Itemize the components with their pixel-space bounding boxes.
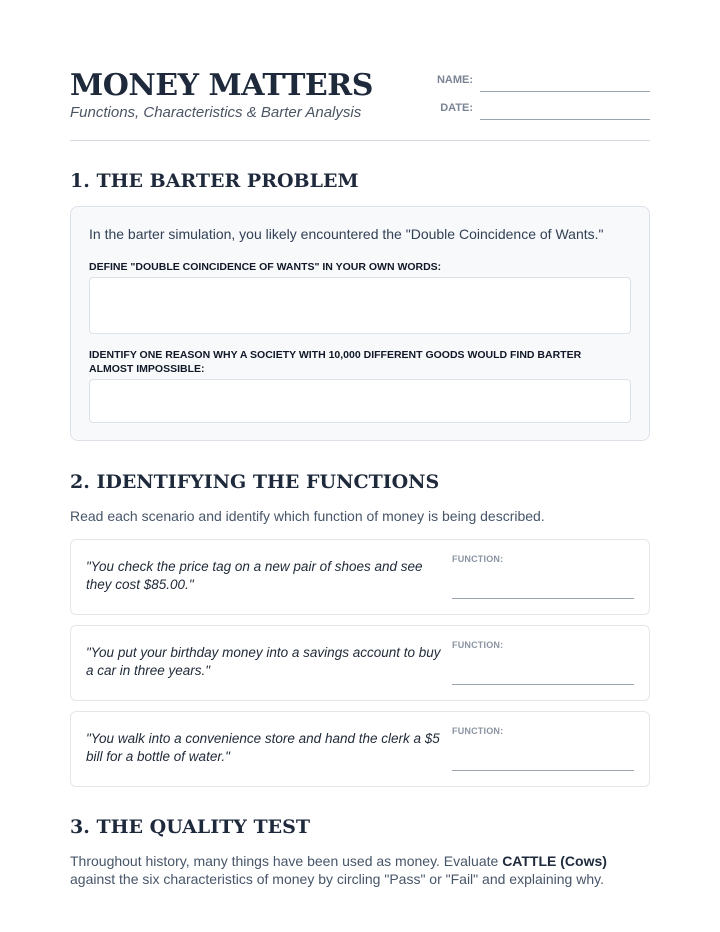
- scenario-card: [70, 625, 650, 701]
- function-answer-line[interactable]: [452, 754, 634, 771]
- function-label: FUNCTION:: [452, 554, 504, 564]
- quality-test-instructions: [70, 852, 650, 888]
- scenario-text: "You check the price tag on a new pair of shoes and see they cost $85.00.": [86, 559, 423, 592]
- function-label: FUNCTION:: [452, 726, 504, 736]
- name-field[interactable]: [480, 73, 650, 92]
- section-2-title: 2. IDENTIFYING THE FUNCTIONS: [70, 471, 440, 493]
- reason-answer-box[interactable]: [89, 379, 631, 423]
- define-answer-box[interactable]: [89, 277, 631, 334]
- section-3-title: 3. THE QUALITY TEST: [70, 816, 310, 838]
- section-2-instructions: Read each scenario and identify which function of money is being described.: [70, 508, 545, 524]
- quality-text-start: Throughout history, many things have been used as money. Evaluate: [70, 853, 503, 869]
- question-define-label: DEFINE "DOUBLE COINCIDENCE OF WANTS" IN YOUR OWN WORDS:: [89, 261, 442, 273]
- function-label: FUNCTION:: [452, 640, 504, 650]
- scenario-text: "You walk into a convenience store and hand the clerk a $5 bill for a bottle of water.": [86, 731, 440, 764]
- page-subtitle: Functions, Characteristics & Barter Analysis: [70, 104, 362, 121]
- scenario-text: "You put your birthday money into a savings account to buy a car in three years.": [86, 645, 441, 678]
- function-answer-line[interactable]: [452, 668, 634, 685]
- scenario-card: [70, 539, 650, 615]
- date-field[interactable]: [480, 101, 650, 120]
- cattle-emphasis: CATTLE (Cows): [502, 853, 607, 869]
- question-reason-label: IDENTIFY ONE REASON WHY A SOCIETY WITH 10,000 DIFFERENT GOODS WOULD FIND BARTER ALMOST IMPOSSIBLE:: [89, 349, 582, 375]
- page-title: MONEY MATTERS: [70, 68, 373, 103]
- quality-text-end: against the six characteristics of money by circling "Pass" or "Fail" and explaining why.: [70, 871, 604, 887]
- worksheet-header: [70, 68, 650, 141]
- date-label: DATE:: [440, 102, 473, 114]
- barter-intro-text: In the barter simulation, you likely encountered the "Double Coincidence of Wants.": [89, 226, 604, 242]
- section-1-title: 1. THE BARTER PROBLEM: [70, 170, 359, 192]
- scenario-card: [70, 711, 650, 787]
- name-label: NAME:: [436, 74, 473, 86]
- function-answer-line[interactable]: [452, 582, 634, 599]
- barter-problem-card: [70, 206, 650, 441]
